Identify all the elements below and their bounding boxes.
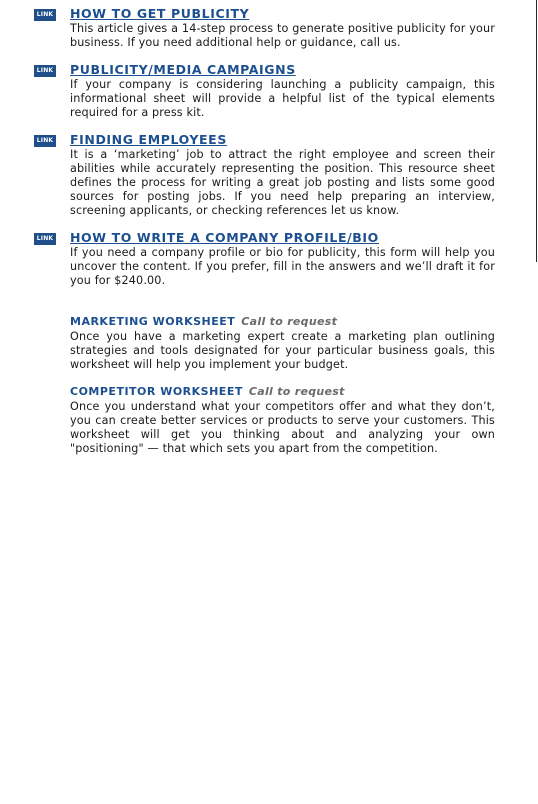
resource-link-title[interactable]: FINDING EMPLOYEES — [70, 132, 227, 147]
resource-link-title[interactable]: PUBLICITY/MEDIA CAMPAIGNS — [70, 62, 296, 77]
worksheet-title — [70, 315, 337, 328]
resource-link-description: This article gives a 14-step process to generate positive publicity for your business. If you need additional help or guidance, call us. — [70, 22, 495, 49]
worksheet-description: Once you have a marketing expert create a marketing plan outlining strategies and tools designated for your particular business goals, this worksheet will help you implement your budget. — [70, 330, 495, 371]
right-border-line — [536, 0, 537, 262]
worksheet-title-text: COMPETITOR WORKSHEET — [70, 385, 243, 398]
link-badge[interactable]: LINK — [34, 65, 56, 77]
resource-link-title[interactable]: HOW TO GET PUBLICITY — [70, 6, 250, 21]
link-badge[interactable]: LINK — [34, 233, 56, 245]
resource-link-description: If your company is considering launching a publicity campaign, this informational sheet will provide a helpful list of the typical elements required for a press kit. — [70, 78, 495, 119]
link-badge[interactable]: LINK — [34, 9, 56, 21]
resource-link-description: If you need a company profile or bio for publicity, this form will help you uncover the content. If you prefer, fill in the answers and we’ll draft it for you for $240.00. — [70, 246, 495, 287]
call-to-request-label: Call to request — [248, 385, 345, 398]
call-to-request-label: Call to request — [241, 315, 338, 328]
resource-link-description: It is a ‘marketing’ job to attract the right employee and screen their abilities while accurately representing the position. This resource sheet defines the process for writing a great job posting and lists some good sources for posting jobs. If you need help preparing an interview, screening applicants, or checking references let us know. — [70, 148, 495, 217]
worksheet-title-text: MARKETING WORKSHEET — [70, 315, 236, 328]
worksheet-description: Once you understand what your competitors offer and what they don’t, you can create better services or products to serve your customers. This worksheet will get you thinking about and analyzing your own "positioning" — that which sets you apart from the competition. — [70, 400, 495, 455]
link-badge[interactable]: LINK — [34, 135, 56, 147]
worksheet-title — [70, 385, 345, 398]
resource-link-title[interactable]: HOW TO WRITE A COMPANY PROFILE/BIO — [70, 230, 379, 245]
